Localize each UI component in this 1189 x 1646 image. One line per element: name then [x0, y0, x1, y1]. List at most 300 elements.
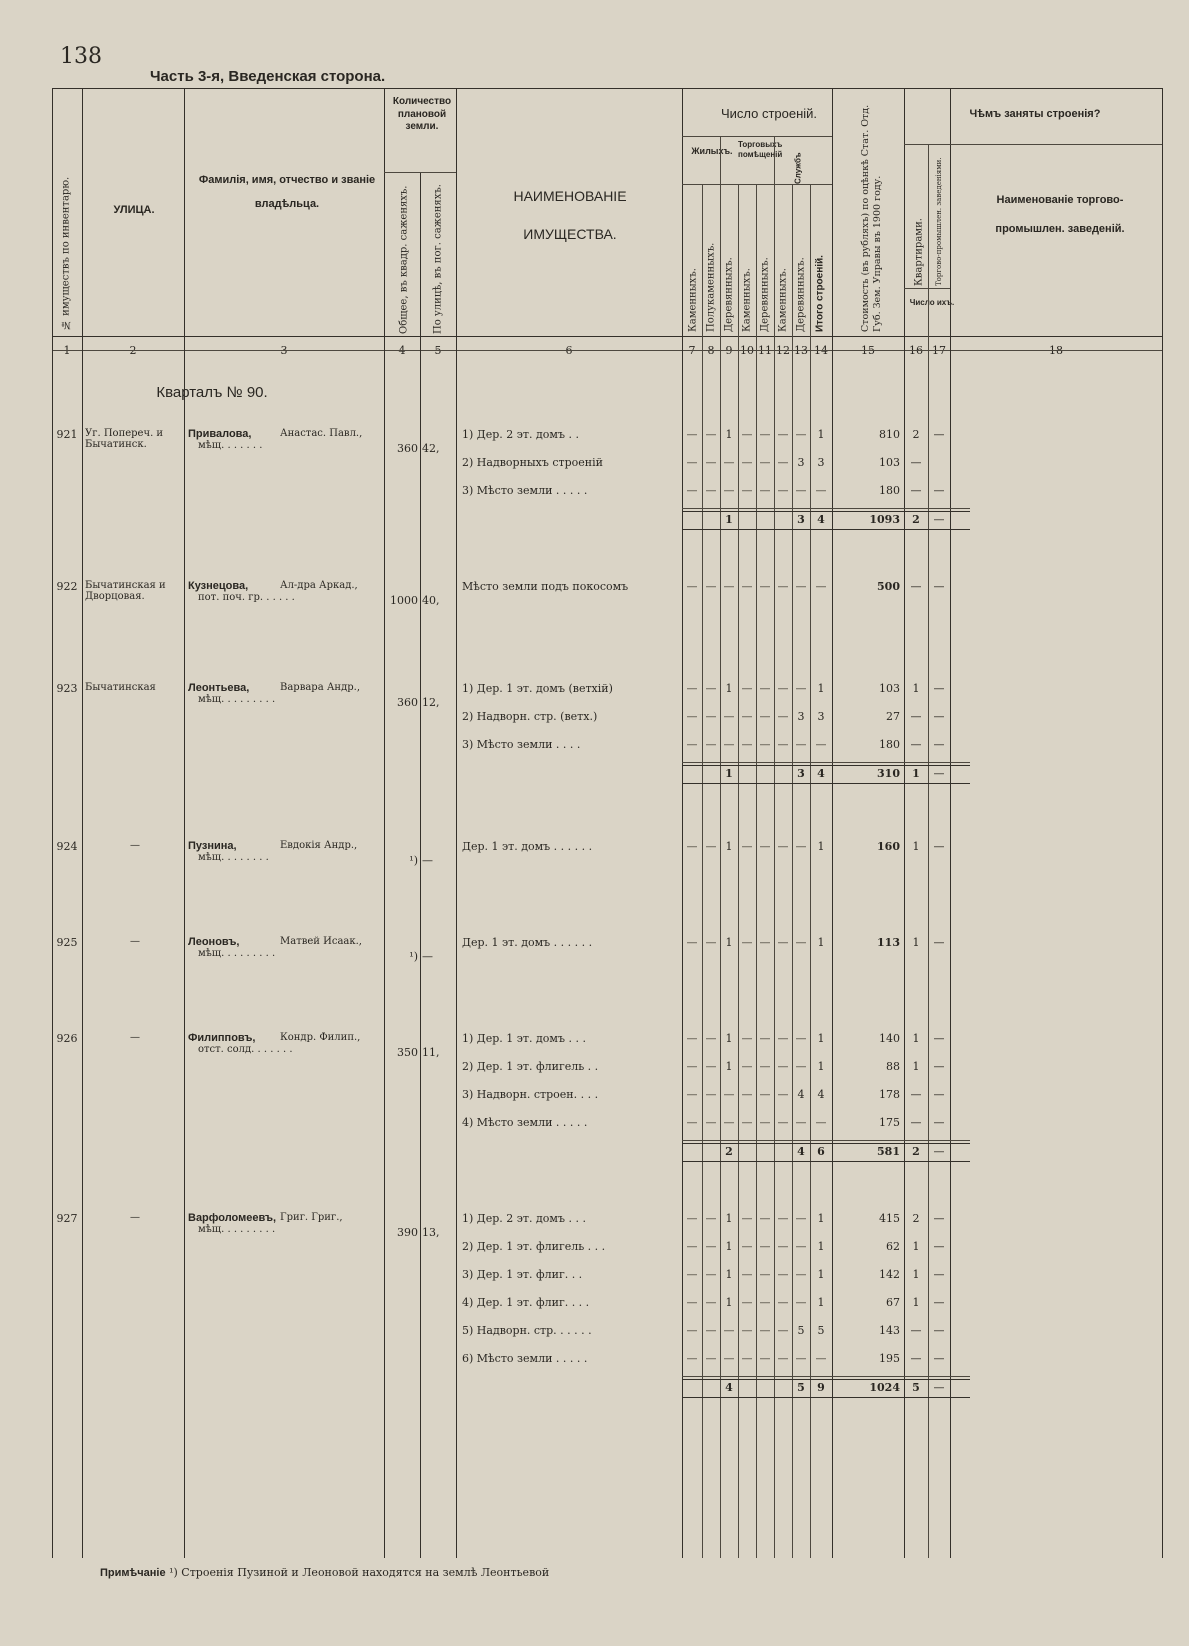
empty-cell: — [795, 1212, 807, 1225]
property-item: 3) Мѣсто земли . . . . . [462, 484, 588, 497]
column-rule-7 [702, 184, 703, 1558]
empty-cell: — [705, 1060, 717, 1073]
inventory-number: 921 [56, 428, 78, 441]
establishments-count: — [933, 428, 945, 441]
building-count-c13: 4 [797, 1088, 805, 1101]
building-count-c14: 1 [817, 1268, 825, 1281]
empty-cell: — [686, 1032, 698, 1045]
header-residential: Жилыхъ. [691, 146, 733, 156]
empty-cell: — [795, 1352, 807, 1365]
empty-cell: — [777, 682, 789, 695]
empty-cell: — [686, 1296, 698, 1309]
empty-cell: — [815, 484, 827, 497]
owner-given-names: Григ. Григ., [280, 1212, 343, 1223]
column-number: 15 [861, 344, 875, 357]
property-item: 6) Мѣсто земли . . . . . [462, 1352, 588, 1365]
column-number: 12 [776, 344, 790, 357]
property-item: 4) Мѣсто земли . . . . . [462, 1116, 588, 1129]
inventory-number: 923 [56, 682, 78, 695]
column-rule-9 [738, 184, 739, 1558]
property-item: Дер. 1 эт. домъ . . . . . . [462, 936, 593, 949]
empty-cell: — [795, 682, 807, 695]
empty-cell: — [759, 484, 771, 497]
column-rule-12 [792, 184, 793, 1558]
property-item: Мѣсто земли подъ покосомъ [462, 580, 629, 593]
empty-cell: — [705, 1240, 717, 1253]
total-wooden-residential: 2 [725, 1145, 733, 1158]
cost-value: 810 [879, 428, 900, 441]
empty-cell: — [759, 1268, 771, 1281]
empty-cell: — [795, 738, 807, 751]
total-buildings: 6 [817, 1145, 825, 1158]
building-count-c9: 1 [725, 1296, 733, 1309]
total-apartments: 5 [912, 1381, 920, 1394]
building-count-c9: 1 [725, 1060, 733, 1073]
frontage: 11, [422, 1046, 440, 1059]
establishments-count: — [933, 1212, 945, 1225]
column-number: 3 [280, 344, 288, 357]
column-number: 5 [434, 344, 442, 357]
total-cost: 1024 [869, 1381, 900, 1394]
cost-value: 142 [879, 1268, 900, 1281]
building-count-c14: 1 [817, 1212, 825, 1225]
empty-cell: — [795, 1032, 807, 1045]
building-count-c14: 3 [817, 710, 825, 723]
property-item: 1) Дер. 1 эт. домъ (ветхій) [462, 682, 613, 695]
property-item: 5) Надворн. стр. . . . . . [462, 1324, 592, 1337]
owner-given-names: Варвара Андр., [280, 682, 360, 693]
building-count-c13: 3 [797, 456, 805, 469]
empty-cell: — [723, 1088, 735, 1101]
cost-value: 62 [886, 1240, 900, 1253]
empty-cell: — [759, 936, 771, 949]
empty-cell: — [705, 1088, 717, 1101]
establishments-count: — [933, 936, 945, 949]
apartments-count: 1 [912, 840, 920, 853]
total-cost: 310 [877, 767, 900, 780]
total-cost: 581 [877, 1145, 900, 1158]
empty-cell: — [741, 1268, 753, 1281]
empty-cell: — [777, 484, 789, 497]
empty-cell: — [705, 738, 717, 751]
subtotal-rule [682, 511, 970, 512]
header-trade: Торговыхъ помѣщеній [738, 140, 783, 159]
empty-cell: — [759, 1212, 771, 1225]
buildings-type-rule [682, 184, 832, 185]
property-item: 4) Дер. 1 эт. флиг. . . . [462, 1296, 590, 1309]
subtotal-bottom-rule [682, 783, 970, 784]
column-number: 2 [129, 344, 137, 357]
empty-cell: — [686, 936, 698, 949]
building-count-c14: 1 [817, 428, 825, 441]
header-c8: Полукаменныхъ. [705, 242, 717, 332]
total-wooden-service: 4 [797, 1145, 805, 1158]
empty-cell: — [686, 456, 698, 469]
inventory-number: 922 [56, 580, 78, 593]
empty-cell: — [686, 1268, 698, 1281]
empty-cell: — [777, 580, 789, 593]
apartments-count: 1 [912, 682, 920, 695]
empty-cell: — [723, 1352, 735, 1365]
column-rule-5 [456, 88, 457, 1558]
empty-cell: — [795, 484, 807, 497]
empty-cell: — [795, 428, 807, 441]
group-rule [774, 136, 775, 184]
empty-cell: — [723, 738, 735, 751]
owner-status: мѣщ. . . . . . . [198, 440, 263, 451]
building-count-c9: 1 [725, 1240, 733, 1253]
building-count-c14: 1 [817, 840, 825, 853]
header-c9: Деревянныхъ. [723, 257, 735, 332]
header-c10: Каменныхъ. [741, 268, 753, 332]
empty-cell: — [795, 1060, 807, 1073]
building-count-c9: 1 [725, 840, 733, 853]
land-area: ¹) [409, 950, 418, 963]
empty-cell: — [723, 456, 735, 469]
apartments-count: — [910, 1088, 922, 1101]
cost-value: 103 [879, 682, 900, 695]
building-count-c9: 1 [725, 428, 733, 441]
empty-cell: — [723, 484, 735, 497]
property-item: 3) Надворн. строен. . . . [462, 1088, 599, 1101]
column-number: 18 [1049, 344, 1063, 357]
owner-surname: Кузнецова, [188, 580, 249, 592]
land-area: 1000 [390, 594, 418, 607]
column-rule-4 [420, 172, 421, 1558]
subtotal-rule [682, 508, 970, 509]
column-number: 7 [688, 344, 696, 357]
empty-cell: — [705, 1116, 717, 1129]
count-rule [904, 288, 950, 289]
street-name: — [130, 936, 140, 947]
header-inventory-number: № имуществъ по инвентарю. [60, 176, 72, 330]
empty-cell: — [686, 840, 698, 853]
cost-value: 113 [877, 936, 900, 949]
total-wooden-residential: 4 [725, 1381, 733, 1394]
header-service: Службъ [793, 152, 803, 184]
apartments-count: — [910, 484, 922, 497]
empty-cell: — [815, 738, 827, 751]
occupied-subheader-rule [904, 144, 1162, 145]
empty-cell: — [759, 682, 771, 695]
empty-cell: — [741, 1352, 753, 1365]
column-rule-1 [82, 88, 83, 1558]
subtotal-rule [682, 765, 970, 766]
property-item: 2) Надворныхъ строеній [462, 456, 603, 469]
apartments-count: — [910, 1352, 922, 1365]
subtotal-rule [682, 1376, 970, 1377]
building-count-c14: 1 [817, 1060, 825, 1073]
empty-cell: — [759, 1240, 771, 1253]
empty-cell: — [741, 1240, 753, 1253]
owner-status: мѣщ. . . . . . . . . [198, 694, 276, 705]
column-number: 4 [398, 344, 406, 357]
empty-cell: — [777, 428, 789, 441]
inventory-table [52, 88, 1162, 1558]
empty-cell: — [705, 936, 717, 949]
empty-cell: — [705, 456, 717, 469]
cost-value: 500 [877, 580, 900, 593]
building-count-c9: 1 [725, 1212, 733, 1225]
empty-cell: — [723, 1116, 735, 1129]
column-rule-11 [774, 184, 775, 1558]
empty-cell: — [777, 1060, 789, 1073]
establishments-count: — [933, 1060, 945, 1073]
empty-cell: — [759, 710, 771, 723]
street-name: — [130, 1032, 140, 1043]
apartments-count: — [910, 580, 922, 593]
building-count-c14: 1 [817, 682, 825, 695]
cost-value: 160 [877, 840, 900, 853]
empty-cell: — [741, 1212, 753, 1225]
empty-cell: — [759, 1296, 771, 1309]
subtotal-rule [682, 762, 970, 763]
establishments-count: — [933, 1352, 945, 1365]
header-frontage: По улицѣ, въ пог. саженяхъ. [432, 184, 444, 334]
footnote-mark: ¹) [169, 1566, 178, 1579]
empty-cell: — [759, 580, 771, 593]
empty-cell: — [759, 1352, 771, 1365]
empty-cell: — [741, 1088, 753, 1101]
empty-cell: — [759, 1116, 771, 1129]
empty-cell: — [705, 1324, 717, 1337]
empty-cell: — [741, 682, 753, 695]
total-buildings: 4 [817, 513, 825, 526]
column-number-rule [52, 350, 1162, 351]
subtotal-rule [682, 1379, 970, 1380]
empty-cell: — [705, 1212, 717, 1225]
subtotal-bottom-rule [682, 529, 970, 530]
establishments-count: — [933, 840, 945, 853]
establishments-count: — [933, 484, 945, 497]
empty-cell: — [777, 710, 789, 723]
subtotal-bottom-rule [682, 1397, 970, 1398]
land-area: 350 [397, 1046, 418, 1059]
total-cost: 1093 [869, 513, 900, 526]
inventory-number: 924 [56, 840, 78, 853]
total-buildings: 4 [817, 767, 825, 780]
property-item: Дер. 1 эт. домъ . . . . . . [462, 840, 593, 853]
column-rule-2 [184, 88, 185, 1558]
empty-cell: — [795, 936, 807, 949]
total-establishments: — [933, 513, 945, 526]
cost-value: 195 [879, 1352, 900, 1365]
empty-cell: — [759, 1032, 771, 1045]
frontage: 13, [422, 1226, 440, 1239]
column-rule-17 [950, 88, 951, 1558]
apartments-count: 1 [912, 1240, 920, 1253]
apartments-count: — [910, 456, 922, 469]
empty-cell: — [705, 710, 717, 723]
column-rule-6 [682, 88, 683, 1558]
owner-given-names: Матвей Исаак., [280, 936, 362, 947]
establishments-count: — [933, 1296, 945, 1309]
total-establishments: — [933, 1145, 945, 1158]
frontage: — [422, 950, 433, 963]
header-occupied-group: Чѣмъ заняты строенія? [969, 108, 1101, 120]
empty-cell: — [705, 428, 717, 441]
column-number: 6 [565, 344, 573, 357]
inventory-number: 926 [56, 1032, 78, 1045]
empty-cell: — [741, 1324, 753, 1337]
header-trade-establishments: Торгово-промышлен. заведеніями. [935, 157, 943, 286]
empty-cell: — [723, 710, 735, 723]
building-count-c9: 1 [725, 936, 733, 949]
frontage: — [422, 854, 433, 867]
empty-cell: — [705, 1268, 717, 1281]
cost-value: 67 [886, 1296, 900, 1309]
empty-cell: — [759, 1088, 771, 1101]
empty-cell: — [795, 840, 807, 853]
total-apartments: 1 [912, 767, 920, 780]
apartments-count: 1 [912, 1060, 920, 1073]
empty-cell: — [777, 936, 789, 949]
apartments-count: 1 [912, 1032, 920, 1045]
column-number: 10 [740, 344, 754, 357]
empty-cell: — [777, 1116, 789, 1129]
owner-status: мѣщ. . . . . . . . . [198, 948, 276, 959]
empty-cell: — [741, 580, 753, 593]
establishments-count: — [933, 710, 945, 723]
establishments-count: — [933, 1268, 945, 1281]
header-cost: Стоимость (въ рубляхъ) по оцѣнкѣ Стат. Отд. Губ. Зем. Управы въ 1900 году. [860, 104, 883, 332]
empty-cell: — [686, 1116, 698, 1129]
building-count-c9: 1 [725, 1268, 733, 1281]
column-rule-0 [52, 88, 53, 1558]
total-apartments: 2 [912, 513, 920, 526]
header-c11: Деревянныхъ. [759, 257, 771, 332]
establishments-count: — [933, 1240, 945, 1253]
empty-cell: — [795, 1240, 807, 1253]
empty-cell: — [777, 1324, 789, 1337]
total-wooden-service: 3 [797, 767, 805, 780]
cost-value: 88 [886, 1060, 900, 1073]
building-count-c14: 1 [817, 1240, 825, 1253]
header-c14: Итого строеній. [814, 255, 826, 332]
header-owner: Фамилія, имя, отчество и званіе владѣльца. [198, 174, 376, 211]
empty-cell: — [795, 1268, 807, 1281]
cost-value: 140 [879, 1032, 900, 1045]
land-subheader-rule [384, 172, 456, 173]
property-item: 1) Дер. 2 эт. домъ . . . [462, 1212, 586, 1225]
establishments-count: — [933, 1032, 945, 1045]
establishments-count: — [933, 682, 945, 695]
cost-value: 175 [879, 1116, 900, 1129]
subtotal-rule [682, 1140, 970, 1141]
building-count-c9: 1 [725, 682, 733, 695]
cost-value: 143 [879, 1324, 900, 1337]
frontage: 40, [422, 594, 440, 607]
footnote [100, 1566, 549, 1579]
establishments-count: — [933, 1116, 945, 1129]
inventory-number: 927 [56, 1212, 78, 1225]
empty-cell: — [741, 738, 753, 751]
header-bottom-rule [52, 336, 1162, 337]
empty-cell: — [686, 1352, 698, 1365]
empty-cell: — [795, 580, 807, 593]
column-number: 14 [814, 344, 828, 357]
owner-status: отст. солд. . . . . . . [198, 1044, 293, 1055]
empty-cell: — [741, 936, 753, 949]
property-item: 2) Дер. 1 эт. флигель . . [462, 1060, 599, 1073]
empty-cell: — [686, 1240, 698, 1253]
empty-cell: — [686, 484, 698, 497]
empty-cell: — [777, 738, 789, 751]
column-rule-13 [810, 184, 811, 1558]
building-count-c14: 4 [817, 1088, 825, 1101]
land-area: 360 [397, 696, 418, 709]
empty-cell: — [815, 580, 827, 593]
total-wooden-residential: 1 [725, 767, 733, 780]
buildings-subheader-rule [682, 136, 832, 137]
apartments-count: 2 [912, 1212, 920, 1225]
empty-cell: — [759, 1324, 771, 1337]
column-rule-16 [928, 144, 929, 1558]
empty-cell: — [741, 710, 753, 723]
empty-cell: — [795, 1296, 807, 1309]
empty-cell: — [705, 484, 717, 497]
street-name: Бычатинская [85, 682, 156, 693]
owner-status: пот. поч. гр. . . . . . [198, 592, 295, 603]
frontage: 12, [422, 696, 440, 709]
owner-status: мѣщ. . . . . . . . . [198, 1224, 276, 1235]
column-rule-15 [904, 88, 905, 1558]
header-buildings-group: Число строеній. [720, 106, 818, 121]
header-street: УЛИЦА. [113, 204, 155, 216]
group-rule [720, 136, 721, 184]
owner-surname: Пузнина, [188, 840, 237, 852]
total-wooden-residential: 1 [725, 513, 733, 526]
empty-cell: — [741, 1060, 753, 1073]
empty-cell: — [777, 1032, 789, 1045]
apartments-count: 1 [912, 1268, 920, 1281]
apartments-count: — [910, 710, 922, 723]
header-c13: Деревянныхъ. [795, 257, 807, 332]
owner-given-names: Анастас. Павл., [280, 428, 363, 439]
owner-given-names: Ал-дра Аркад., [280, 580, 358, 591]
frontage: 42, [422, 442, 440, 455]
owner-surname: Привалова, [188, 428, 252, 440]
building-count-c14: 3 [817, 456, 825, 469]
cost-value: 27 [886, 710, 900, 723]
empty-cell: — [777, 1352, 789, 1365]
street-name: — [130, 1212, 140, 1223]
apartments-count: — [910, 738, 922, 751]
empty-cell: — [741, 1296, 753, 1309]
empty-cell: — [759, 738, 771, 751]
cost-value: 415 [879, 1212, 900, 1225]
property-item: 2) Дер. 1 эт. флигель . . . [462, 1240, 606, 1253]
column-number: 16 [909, 344, 923, 357]
table-top-rule [52, 88, 1162, 89]
total-wooden-service: 3 [797, 513, 805, 526]
empty-cell: — [741, 484, 753, 497]
building-count-c14: 5 [817, 1324, 825, 1337]
empty-cell: — [705, 580, 717, 593]
empty-cell: — [686, 738, 698, 751]
establishments-count: — [933, 1088, 945, 1101]
column-rule-18 [1162, 88, 1163, 1558]
empty-cell: — [705, 1032, 717, 1045]
empty-cell: — [686, 428, 698, 441]
land-area: ¹) [409, 854, 418, 867]
property-item: 3) Мѣсто земли . . . . [462, 738, 581, 751]
column-number: 17 [932, 344, 946, 357]
empty-cell: — [705, 840, 717, 853]
empty-cell: — [723, 1324, 735, 1337]
property-item: 2) Надворн. стр. (ветх.) [462, 710, 598, 723]
subtotal-rule [682, 1143, 970, 1144]
